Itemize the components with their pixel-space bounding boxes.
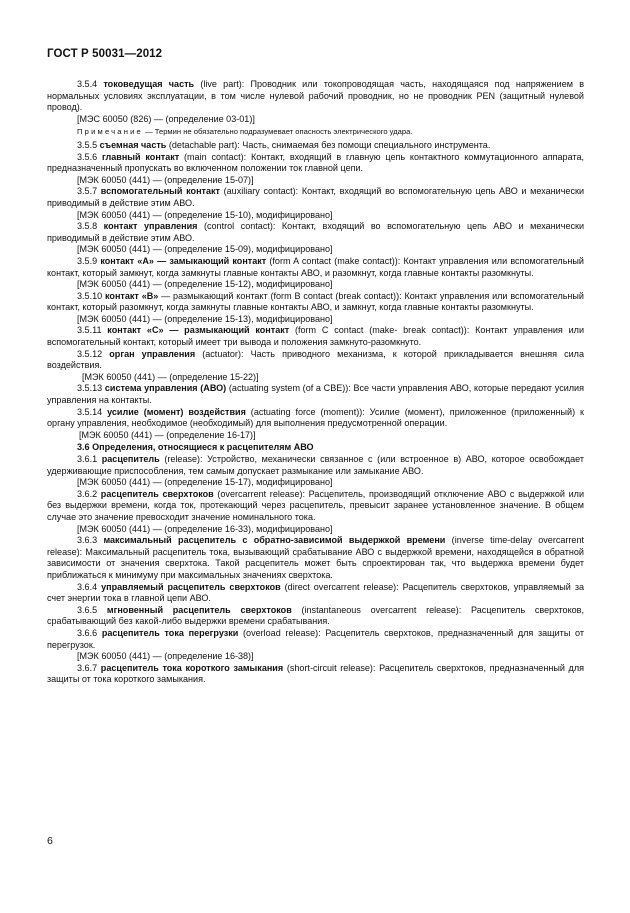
source-reference: [МЭК 60050 (441) — (определение 16-38)]	[77, 651, 254, 662]
definition-paragraph	[47, 407, 584, 430]
definition-text: — размыкающий контакт (form B contact (break contact)): Контакт управления или вспомогательный контакт, который разомкнут, когда замкнуты главные контакты АВО, и замкнут, когда главные контакты разомкнуты.	[47, 290, 584, 313]
source-reference: [МЭК 60050 (441) — (определение 15-12), модифицировано]	[77, 279, 333, 290]
definition-paragraph	[47, 628, 584, 651]
definition-text: (control contact): Контакт, входящий во вспомогательную цепь АВО и механически приводимый в действие этим АВО.	[47, 221, 585, 243]
defined-term: контакт «С» — размыкающий контакт	[107, 325, 290, 336]
source-reference: [МЭС 60050 (826) — (определение 03-01)]	[77, 113, 255, 124]
clause-number: 3.5.9	[77, 255, 98, 266]
defined-term: максимальный расцепитель с обратно-зависимой выдержкой времени	[103, 535, 446, 546]
definition-paragraph	[47, 489, 584, 524]
document-body	[47, 79, 584, 686]
clause-number: 3.5.8	[77, 221, 98, 232]
definition-text: (overcarrent release): Расцепитель, производящий отключение АВО с выдержкой или без выдержки времени, когда ток, протекающий через расцепитель, превысит заранее установленное значение. В общем случае это значение превосходит значение номинального тока.	[47, 488, 584, 522]
source-reference: [МЭК 60050 (441) — (определение 15-17), модифицировано]	[77, 477, 333, 488]
definition-text: (live part): Проводник или токопроводящая часть, находящаяся под напряжением в нормальных условиях эксплуатации, в том числе нулевой рабочий проводник, но не проводник PEN (защитный нулевой провод).	[47, 79, 585, 113]
definition-text: (main contact): Контакт, входящий в главную цепь контактного коммутационного аппарата, предназначенный пропускать во включенном положении ток главной цепи.	[47, 151, 584, 174]
definition-paragraph	[47, 186, 584, 209]
definition-text: (direct overcarrent release): Расцепитель сверхтоков, управляемый за счет энергии тока в главной цепи АВО.	[47, 581, 584, 604]
clause-number: 3.6.5	[77, 604, 98, 615]
defined-term: управляемый расцепитель сверхтоков	[101, 581, 281, 592]
defined-term: вспомогательный контакт	[100, 186, 220, 197]
definition-paragraph	[47, 79, 584, 114]
definition-text: (detachable part): Часть, снимаемая без помощи специального инструмента.	[166, 139, 491, 150]
definition-paragraph	[47, 256, 584, 279]
defined-term: контакт управления	[103, 221, 198, 232]
definition-text: (auxiliary contact): Контакт, входящий во вспомогательную цепь АВО и механически приводимый в действие этим АВО.	[47, 186, 584, 208]
defined-term: мгновенный расцепитель сверхтоков	[106, 604, 292, 615]
clause-number: 3.5.14	[77, 406, 103, 417]
clause-number: 3.6.3	[77, 535, 98, 546]
defined-term: расцепитель тока перегрузки	[101, 627, 239, 638]
clause-number: 3.6.2	[77, 488, 98, 499]
definition-paragraph	[47, 535, 584, 581]
defined-term: расцепитель сверхтоков	[100, 488, 214, 499]
clause-number: 3.6.7	[77, 662, 98, 673]
definition-text: (actuating force (moment)): Усилие (момент), приложенное (приложенный) к органу управления, необходимое (необходимый) для выполнения предусмотренной операции.	[47, 406, 585, 429]
definition-text: (form C contact (make- break contact)): Контакт управления или вспомогательный контакт, который имеет три вывода и положения замкнуто-разомкнуто.	[47, 325, 584, 348]
definition-text: (instantaneous overcarrent release): Расцепитель сверхтоков, срабатывающий без какой-либо выдержки времени срабатывания.	[47, 604, 584, 627]
defined-term: контакт «В»	[105, 290, 159, 301]
definition-paragraph	[47, 291, 584, 314]
clause-number: 3.6.4	[77, 581, 98, 592]
source-reference: [МЭК 60050 (441) — (определение 16-33), модифицировано]	[77, 523, 333, 534]
page-number: 6	[47, 835, 53, 847]
section-heading: 3.6 Определения, относящиеся к расцепителям АВО	[77, 442, 314, 453]
clause-number: 3.5.7	[77, 186, 98, 197]
source-reference: [МЭК 60050 (441) — (определение 15-07)]	[77, 174, 254, 185]
note-text: — Термин не обязательно подразумевает опасность электрического удара.	[142, 127, 413, 137]
definition-paragraph	[47, 383, 584, 406]
definition-paragraph	[47, 605, 584, 628]
definition-paragraph	[47, 221, 584, 244]
note-paragraph	[47, 126, 584, 138]
defined-term: усилие (момент) воздействия	[107, 406, 246, 417]
definition-paragraph	[47, 349, 584, 372]
definition-text: (form A contact (make contact)): Контакт управления или вспомогательный контакт, который замкнут, когда замкнуты главные контакты АВО, и разомкнут, когда главные контакты разомкнуты.	[47, 255, 584, 278]
clause-number: 3.5.4	[77, 79, 98, 89]
clause-number: 3.5.12	[77, 348, 103, 359]
clause-number: 3.5.11	[77, 325, 102, 336]
defined-term: система управления (АВО)	[104, 383, 227, 394]
definition-paragraph	[47, 325, 584, 348]
clause-number: 3.6.1	[77, 454, 98, 464]
definition-paragraph	[47, 582, 584, 605]
definition-text: (inverse time-delay overcarrent release): Максимальный расцепитель тока, вызывающий срабатывание АВО с выдержкой времени, находящейся в обратной зависимости от значения сверхтока. Такой расцепитель может быть спроектирован так, что выдержка времени будет приближаться к минимуму при максимальных значениях сверхтока.	[47, 535, 584, 580]
clause-number: 3.5.6	[77, 151, 98, 162]
definition-paragraph	[47, 152, 584, 175]
source-reference: [МЭК 60050 (441) — (определение 15-10), модифицировано]	[77, 209, 333, 220]
defined-term: расцепитель тока короткого замыкания	[100, 662, 284, 673]
definition-text: (short-circuit release): Расцепитель сверхтоков, предназначенный для защиты от тока короткого замыкания.	[47, 662, 584, 685]
source-reference: [МЭК 60050 (441) — (определение 15-09), модифицировано]	[77, 244, 333, 255]
definition-text: (actuating system (of a CBE)): Все части управления АВО, которые передают усилия управления на контакты.	[47, 383, 585, 406]
defined-term: токоведущая часть	[103, 79, 195, 89]
defined-term: орган управления	[109, 348, 196, 359]
document-header: ГОСТ Р 50031—2012	[47, 48, 163, 60]
definition-text: (actuator): Часть приводного механизма, к которой прикладывается внешняя сила воздействия.	[47, 348, 584, 371]
definition-paragraph	[47, 140, 584, 152]
definition-text: (overload release): Расцепитель сверхтоков, предназначенный для защиты от перегрузок.	[47, 627, 584, 650]
definition-text: (release): Устройство, механически связанное с (или встроенное в) АВО, которое освобождает удерживающие приспособления, тем самым допускает размыкание или замыкание АВО.	[47, 454, 584, 476]
clause-number: 3.5.10	[77, 290, 103, 301]
source-reference: [МЭК 60050 (441) — (определение 15-13), модифицировано]	[77, 313, 333, 324]
definition-paragraph	[47, 663, 584, 686]
defined-term: главный контакт	[101, 151, 180, 162]
clause-number: 3.5.13	[77, 383, 103, 394]
source-reference: [МЭК 60050 (441) — (определение 15-22)]	[82, 371, 259, 382]
clause-number: 3.6.6	[77, 627, 98, 638]
defined-term: расцепитель	[101, 454, 160, 464]
defined-term: съемная часть	[99, 139, 167, 150]
definition-paragraph	[47, 454, 584, 477]
defined-term: контакт «А» — замыкающий контакт	[100, 255, 267, 266]
source-reference: [МЭК 60050 (441) — (определение 16-17)]	[79, 429, 256, 440]
clause-number: 3.5.5	[77, 139, 98, 150]
note-label: Примечание	[77, 127, 143, 137]
